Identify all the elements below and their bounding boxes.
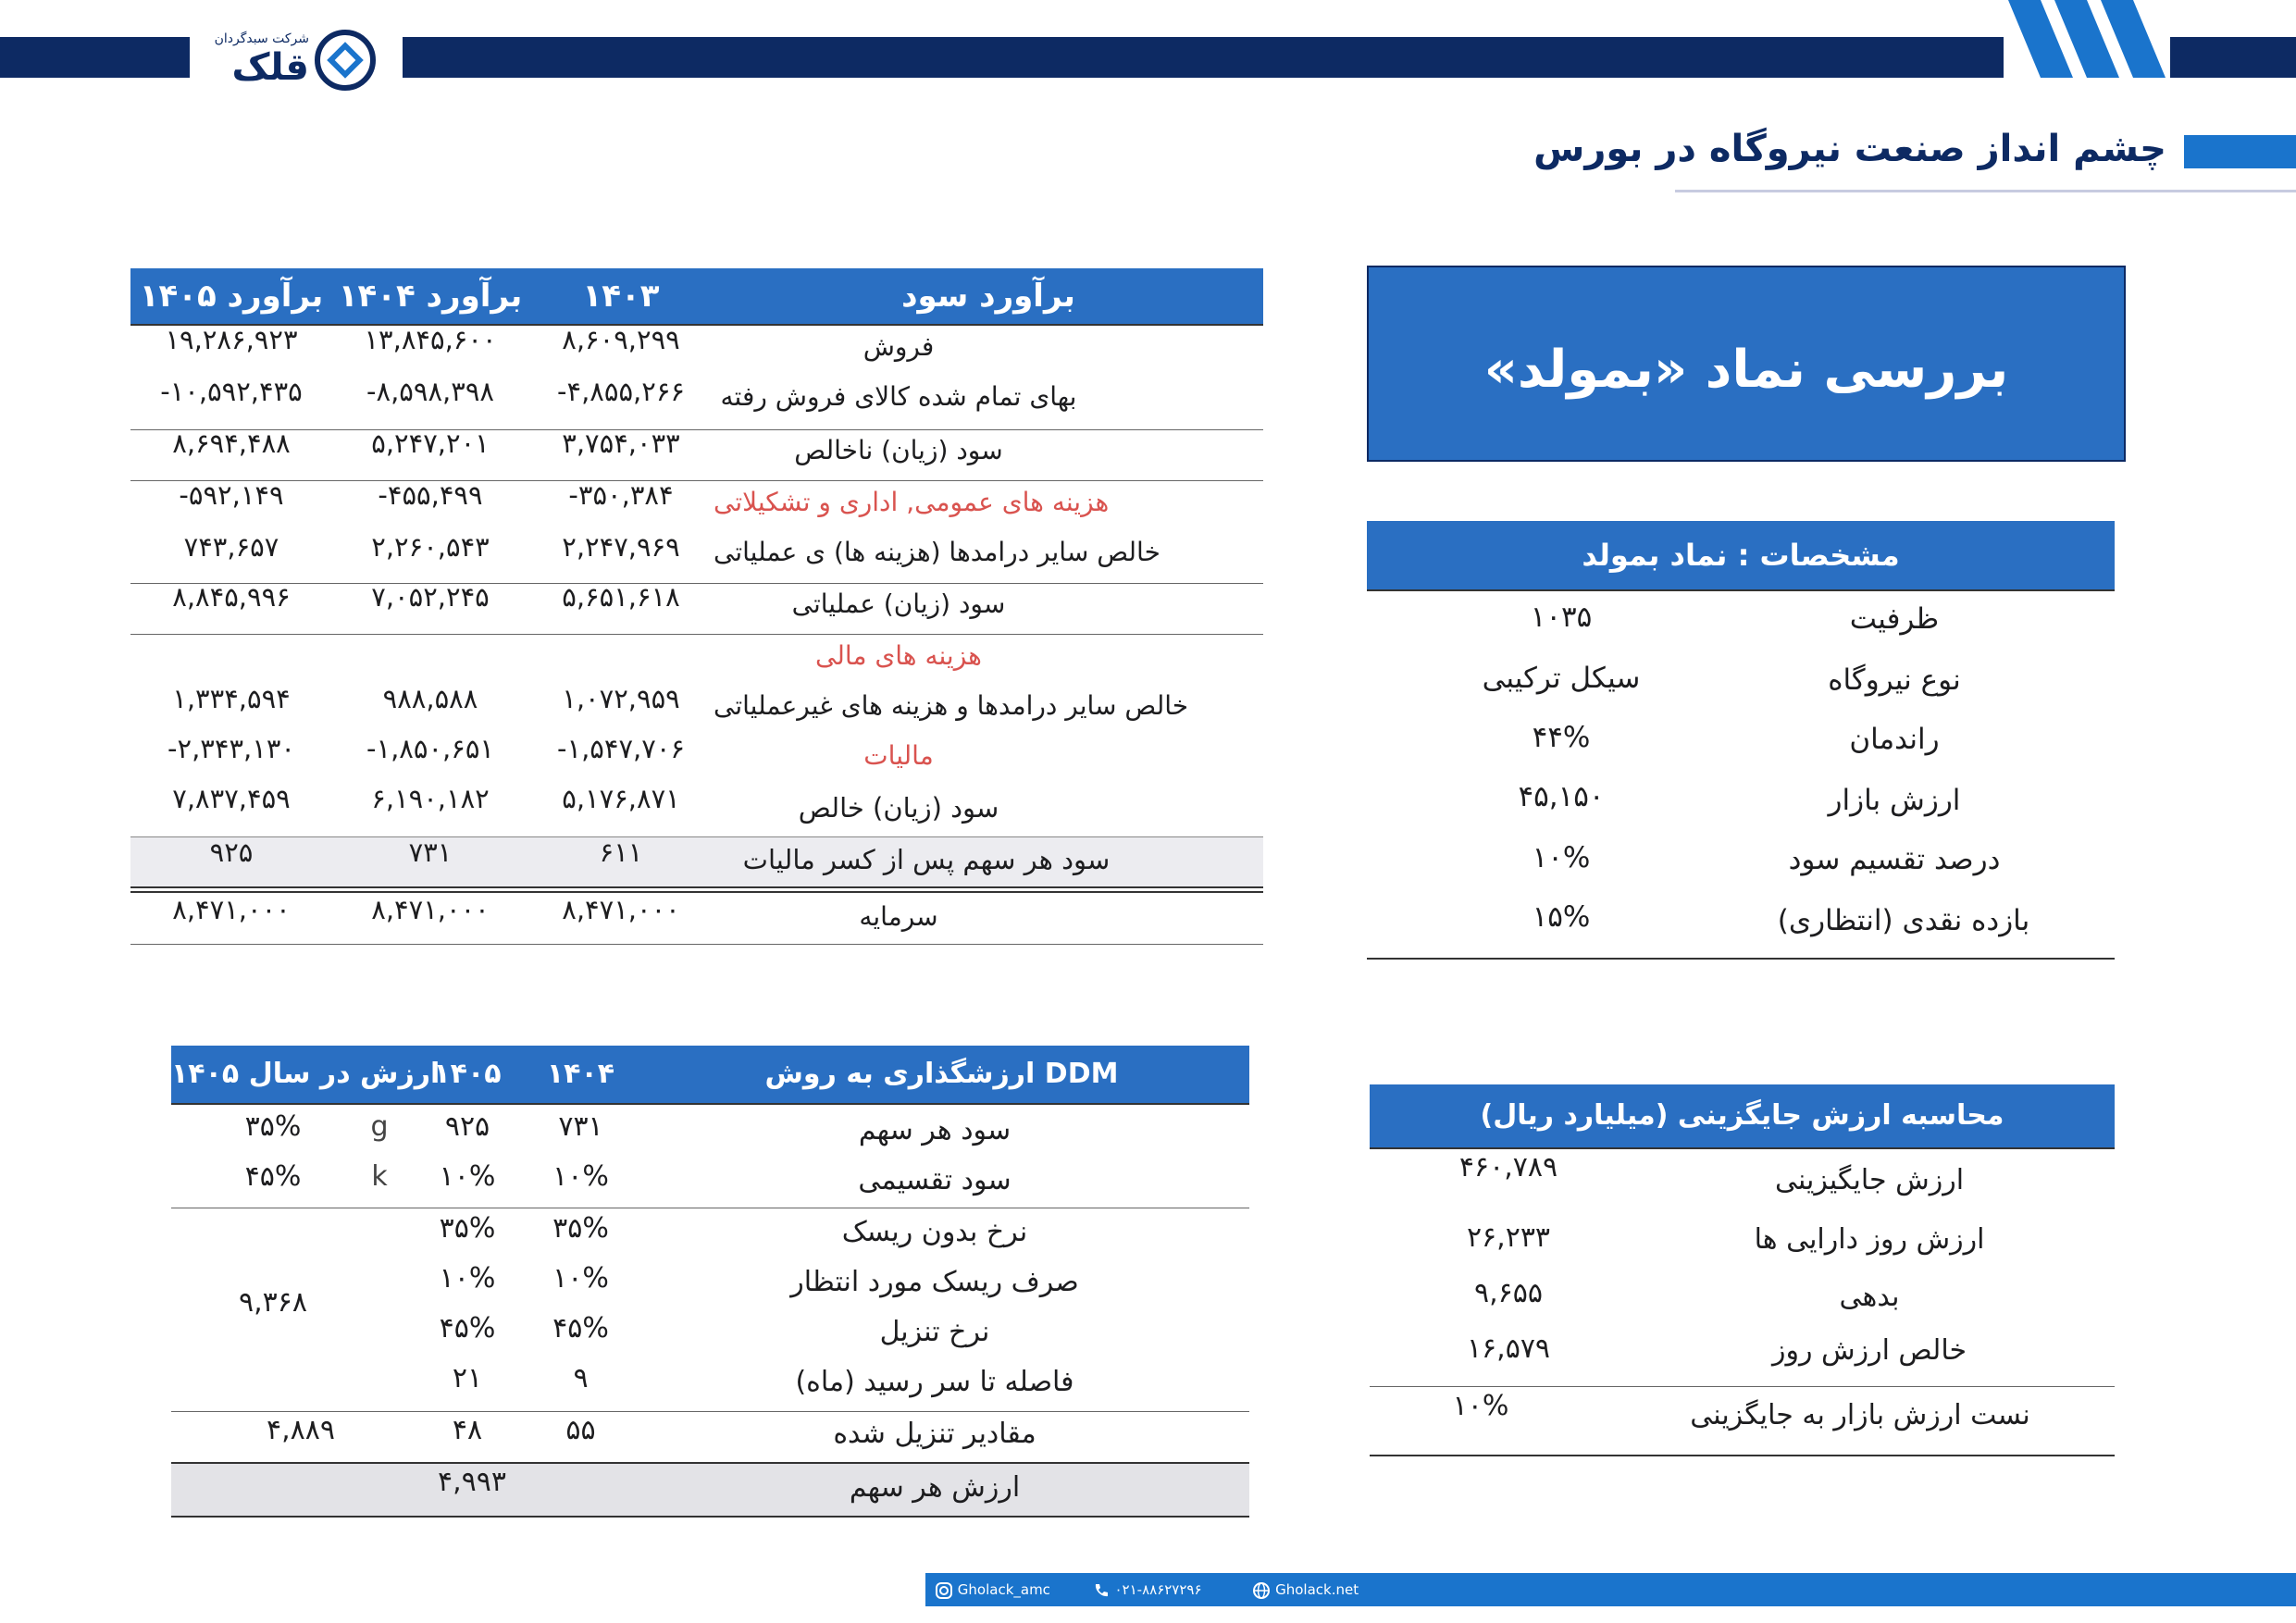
- profit-table: [130, 268, 1263, 948]
- profit-header-1403: ۱۴۰۳: [582, 278, 660, 315]
- profit-row-label: خالص سایر درامدها و هزینه های غیرعملیاتی: [714, 690, 1189, 721]
- profit-row-value: ۷,۰۵۲,۲۴۵: [371, 581, 490, 613]
- ddm-row-label: نرخ بدون ریسک: [841, 1216, 1028, 1248]
- ddm-row-val: ۴,۸۸۹: [267, 1414, 335, 1446]
- profit-row-label: هزینه های مالی: [815, 640, 982, 671]
- profit-row-label: سود (زیان) خالص: [798, 792, 999, 824]
- specs-row-label: ظرفیت: [1849, 602, 1940, 636]
- profit-row-value: ۷۴۳,۶۵۷: [183, 531, 279, 563]
- replacement-table: [1370, 1084, 2115, 1459]
- instagram-icon: [935, 1581, 953, 1600]
- profit-row-value: -۱,۵۴۷,۷۰۶: [557, 733, 685, 764]
- logo-mark-icon: [315, 30, 376, 91]
- profit-row-value: ۹۲۵: [209, 836, 254, 868]
- ddm-row-a: ۱۰%: [552, 1262, 609, 1295]
- ddm-row-label: سود هر سهم: [858, 1114, 1011, 1146]
- ddm-row-b: ۲۱: [452, 1362, 483, 1394]
- replacement-row-label: ارزش روز دارایی ها: [1754, 1223, 1985, 1256]
- profit-row-value: -۳۵۰,۳۸۴: [568, 479, 674, 511]
- ddm-row-a: ۱۰%: [552, 1160, 609, 1193]
- share-value: ۴,۹۹۳: [438, 1466, 506, 1498]
- profit-row-value: -۱,۸۵۰,۶۵۱: [366, 733, 494, 764]
- specs-row-label: بازده نقدی (انتظاری): [1777, 904, 2030, 937]
- symbol-box-title: بررسی نماد «بمولد»: [1483, 340, 2009, 400]
- ddm-header-label: ارزشگذاری به روش DDM: [764, 1058, 1119, 1090]
- profit-row-label: مالیات: [863, 740, 934, 771]
- footer-phone[interactable]: ۰۲۱-۸۸۶۲۷۲۹۶: [1114, 1581, 1202, 1598]
- replacement-row-label: ارزش جایگیزینی: [1774, 1164, 1965, 1196]
- profit-row-label: خالص سایر درامدها (هزینه ها) ی عملیاتی: [714, 537, 1160, 567]
- replacement-row-value: ۹,۶۵۵: [1474, 1277, 1543, 1309]
- stripes-decoration: [1999, 0, 2184, 83]
- ddm-row-b: ۱۰%: [439, 1262, 496, 1295]
- replacement-row-value: ۱۰%: [1452, 1390, 1509, 1422]
- profit-row-value: ۸,۶۹۴,۴۸۸: [172, 427, 291, 459]
- title-underline: [1675, 190, 2296, 192]
- profit-row-value: -۴۵۵,۴۹۹: [378, 479, 483, 511]
- profit-row-label: سود هر سهم پس از کسر مالیات: [742, 844, 1111, 875]
- profit-row-value: ۸,۴۷۱,۰۰۰: [371, 894, 490, 925]
- profit-row-value: ۵,۲۴۷,۲۰۱: [371, 427, 490, 459]
- logo: [213, 24, 379, 98]
- ddm-header-1405: ۱۴۰۵: [433, 1058, 502, 1090]
- ddm-row-label: نرخ تنزیل: [879, 1316, 990, 1348]
- ddm-table: [171, 1046, 1249, 1518]
- profit-row-value: ۱,۳۳۴,۵۹۴: [172, 683, 291, 714]
- profit-row-value: ۵,۱۷۶,۸۷۱: [562, 783, 680, 814]
- replacement-row-value: ۱۶,۵۷۹: [1466, 1332, 1551, 1365]
- replacement-row-label: بدهی: [1839, 1281, 1900, 1313]
- globe-icon: [1252, 1581, 1271, 1600]
- profit-header-1405: برآورد ۱۴۰۵: [139, 278, 324, 315]
- profit-row-value: ۶۱۱: [599, 836, 643, 868]
- profit-row-label: سرمایه: [859, 901, 938, 932]
- profit-row-value: ۸,۴۷۱,۰۰۰: [172, 894, 291, 925]
- ddm-row-val: ۳۵%: [244, 1110, 302, 1143]
- replacement-row-value: ۴۶۰,۷۸۹: [1458, 1151, 1558, 1183]
- replacement-table-title: محاسبه ارزش جایگزینی (میلیارد ریال): [1480, 1099, 2004, 1132]
- specs-row-label: راندمان: [1849, 723, 1940, 756]
- replacement-row-label: خالص ارزش روز: [1771, 1334, 1967, 1367]
- ddm-row-sym: g: [370, 1110, 389, 1143]
- specs-row-value: سیکل ترکیبی: [1482, 662, 1641, 695]
- profit-row-value: ۳,۷۵۴,۰۳۳: [562, 427, 680, 459]
- ddm-row-label: فاصله تا سر رسید (ماه): [795, 1366, 1074, 1398]
- specs-row-value: ۱۵%: [1532, 900, 1591, 934]
- profit-row-value: ۱۳,۸۴۵,۶۰۰: [364, 324, 497, 355]
- phone-icon: [1092, 1581, 1111, 1600]
- profit-row-value: ۱,۰۷۲,۹۵۹: [562, 683, 680, 714]
- ddm-row-a: ۷۳۱: [558, 1110, 603, 1143]
- ddm-merged-value: ۹,۳۶۸: [239, 1286, 307, 1319]
- specs-row-value: ۱۰%: [1532, 841, 1591, 874]
- footer-instagram[interactable]: Gholack_amc: [957, 1581, 1050, 1598]
- ddm-row-label: سود تقسیمی: [858, 1164, 1011, 1196]
- specs-row-label: ارزش بازار: [1828, 784, 1961, 817]
- ddm-row-b: ۹۲۵: [444, 1110, 490, 1143]
- ddm-row-a: ۳۵%: [552, 1212, 609, 1245]
- ddm-header-value: ارزش در سال ۱۴۰۵: [171, 1058, 441, 1090]
- profit-row-label: بهای تمام شده کالای فروش رفته: [720, 381, 1077, 412]
- profit-row-value: ۷۳۱: [408, 836, 453, 868]
- ddm-row-label: مقادیر تنزیل شده: [833, 1418, 1036, 1450]
- specs-row-label: درصد تقسیم سود: [1788, 843, 2001, 876]
- ddm-row-label: صرف ریسک مورد انتظار: [790, 1266, 1079, 1298]
- ddm-row-b: ۳۵%: [439, 1212, 496, 1245]
- top-bar-left: [0, 37, 190, 78]
- ddm-row-a: ۵۵: [565, 1414, 596, 1446]
- replacement-row-value: ۲۶,۲۳۳: [1466, 1221, 1551, 1254]
- profit-row-label: سود (زیان) ناخالص: [794, 435, 1003, 465]
- ddm-row-b: ۴۸: [452, 1414, 483, 1446]
- ddm-row-b: ۴۵%: [439, 1312, 496, 1344]
- replacement-row-label: نست ارزش بازار به جایگزینی: [1690, 1399, 2030, 1431]
- footer-contacts: [935, 1573, 1359, 1606]
- profit-row-value: ۹۸۸,۵۸۸: [382, 683, 478, 714]
- profit-row-value: -۴,۸۵۵,۲۶۶: [557, 376, 685, 407]
- footer-website[interactable]: Gholack.net: [1275, 1581, 1359, 1598]
- profit-row-label: هزینه های عمومی, اداری و تشکیلاتی: [714, 487, 1110, 517]
- symbol-box: [1367, 266, 2126, 462]
- ddm-row-a: ۹: [573, 1362, 589, 1394]
- specs-row-value: ۴۵,۱۵۰: [1518, 780, 1605, 813]
- profit-header-1404: برآورد ۱۴۰۴: [338, 278, 523, 315]
- share-value-label: ارزش هر سهم: [849, 1471, 1021, 1504]
- specs-table-title: مشخصات : نماد بمولد: [1582, 538, 1900, 573]
- specs-row-label: نوع نیروگاه: [1828, 663, 1961, 697]
- specs-row-value: ۴۴%: [1532, 721, 1591, 754]
- profit-row-value: ۷,۸۳۷,۴۵۹: [172, 783, 291, 814]
- profit-header-label: برآورد سود: [901, 278, 1075, 315]
- profit-row-value: ۶,۱۹۰,۱۸۲: [371, 783, 490, 814]
- profit-row-value: ۱۹,۲۸۶,۹۲۳: [165, 324, 298, 355]
- ddm-row-val: ۴۵%: [244, 1160, 302, 1193]
- logo-company-name: قلک: [231, 46, 309, 89]
- title-accent-bar: [2184, 135, 2296, 168]
- ddm-row-b: ۱۰%: [439, 1160, 496, 1193]
- profit-row-value: -۵۹۲,۱۴۹: [179, 479, 284, 511]
- profit-row-value: -۸,۵۹۸,۳۹۸: [366, 376, 494, 407]
- top-bar-right: [403, 37, 2004, 78]
- profit-row-value: -۱۰,۵۹۲,۴۳۵: [160, 376, 303, 407]
- specs-table: [1367, 521, 2115, 960]
- profit-row-value: ۵,۶۵۱,۶۱۸: [562, 581, 680, 613]
- profit-row-value: ۸,۴۷۱,۰۰۰: [562, 894, 680, 925]
- profit-row-label: فروش: [863, 331, 935, 362]
- logo-company-small: شرکت سبدگردان: [214, 31, 309, 46]
- profit-row-value: -۲,۳۴۳,۱۳۰: [168, 733, 295, 764]
- top-bar-far-right: [2170, 37, 2296, 78]
- ddm-row-sym: k: [371, 1160, 388, 1193]
- ddm-row-a: ۴۵%: [552, 1312, 609, 1344]
- profit-row-value: ۲,۲۴۷,۹۶۹: [562, 531, 680, 563]
- ddm-header-1404: ۱۴۰۴: [546, 1058, 615, 1090]
- profit-row-value: ۸,۶۰۹,۲۹۹: [562, 324, 680, 355]
- specs-row-value: ۱۰۳۵: [1530, 601, 1593, 634]
- profit-row-value: ۸,۸۴۵,۹۹۶: [172, 581, 291, 613]
- page-title: چشم انداز صنعت نیروگاه در بورس: [1533, 128, 2166, 170]
- profit-row-label: سود (زیان) عملیاتی: [791, 588, 1006, 619]
- profit-row-value: ۲,۲۶۰,۵۴۳: [371, 531, 490, 563]
